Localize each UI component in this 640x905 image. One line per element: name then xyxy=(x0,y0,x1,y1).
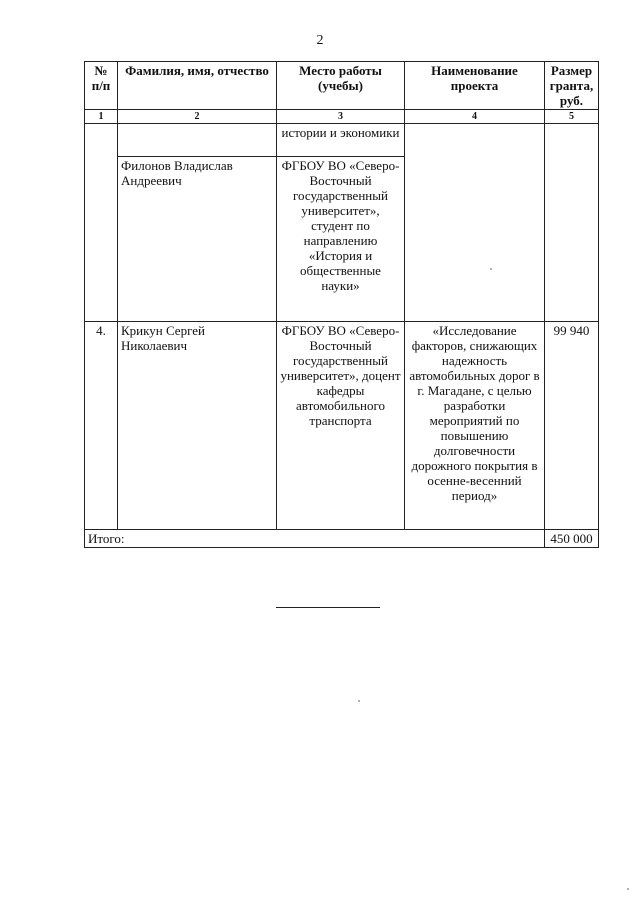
column-index: 5 xyxy=(545,110,599,124)
row-name: Крикун Сергей Николаевич xyxy=(118,322,277,530)
end-divider-line xyxy=(276,607,380,608)
column-index: 1 xyxy=(85,110,118,124)
row-project xyxy=(405,124,545,322)
header-amount: Размер гранта, руб. xyxy=(545,62,599,110)
row-num: 4. xyxy=(85,322,118,530)
row-workplace: ФГБОУ ВО «Северо-Восточный государственный университет», студент по направлению «История и общественные науки» xyxy=(277,157,405,322)
page-number: 2 xyxy=(316,33,324,48)
row-name xyxy=(118,124,277,157)
column-index: 2 xyxy=(118,110,277,124)
header-name: Фамилия, имя, отчество xyxy=(118,62,277,110)
scan-speck xyxy=(627,888,629,890)
column-index-row xyxy=(85,110,599,124)
total-amount: 450 000 xyxy=(545,530,599,548)
row-num xyxy=(85,124,118,322)
row-workplace: ФГБОУ ВО «Северо-Восточный государственный университет», доцент кафедры автомобильного транспорта xyxy=(277,322,405,530)
row-workplace: истории и экономики xyxy=(277,124,405,157)
header-workplace: Место работы (учебы) xyxy=(277,62,405,110)
column-index: 3 xyxy=(277,110,405,124)
total-row xyxy=(85,530,599,548)
grant-table xyxy=(84,61,599,548)
row-project: «Исследование факторов, снижающих надежность автомобильных дорог в г. Магадане, с целью разработки мероприятий по повышению долговечности дорожного покрытия в осенне-весенний период» xyxy=(405,322,545,530)
column-index: 4 xyxy=(405,110,545,124)
table-row xyxy=(85,322,599,530)
row-amount: 99 940 xyxy=(545,322,599,530)
header-project: Наименование проекта xyxy=(405,62,545,110)
scan-speck xyxy=(490,268,492,270)
scan-speck xyxy=(358,700,360,702)
header-num: № п/п xyxy=(85,62,118,110)
header-row xyxy=(85,62,599,110)
table-row xyxy=(85,124,599,157)
total-label: Итого: xyxy=(85,530,545,548)
row-name: Филонов Владислав Андреевич xyxy=(118,157,277,322)
row-amount xyxy=(545,124,599,322)
